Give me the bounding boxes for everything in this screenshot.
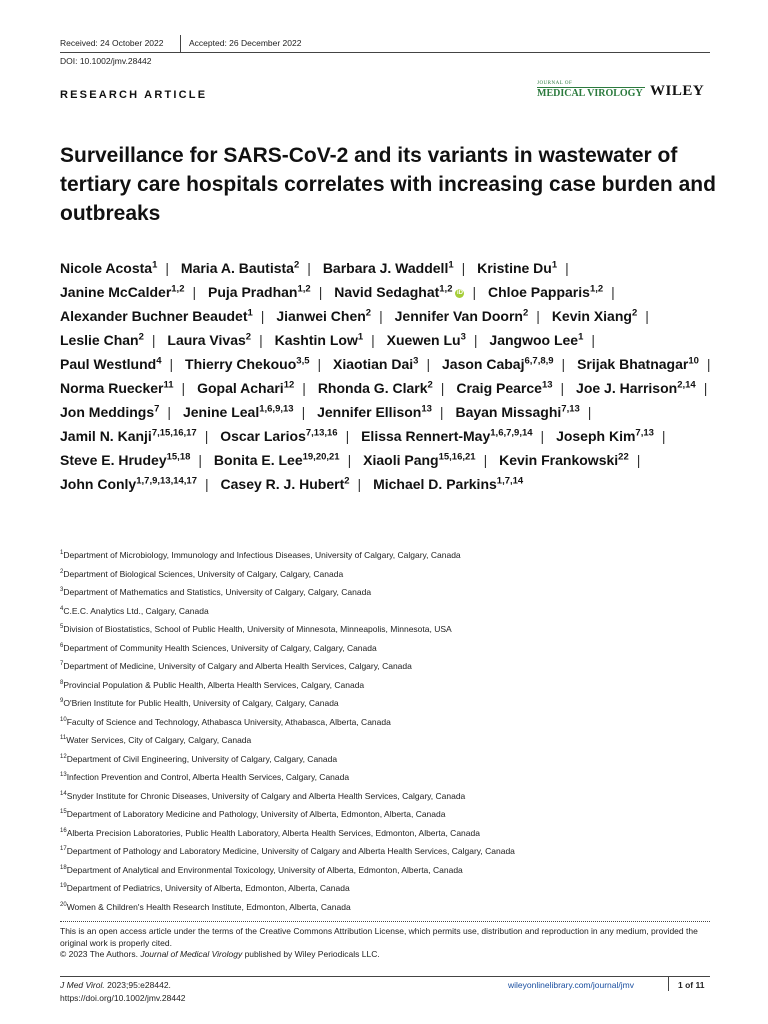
author-separator: | — [661, 428, 666, 444]
affiliation-item — [60, 805, 515, 824]
author-affiliation-sup: 10 — [688, 355, 699, 367]
author-separator: | — [357, 476, 362, 492]
affiliation-text: Department of Analytical and Environmental Toxicology, University of Alberta, Edmonton, Alberta, Canada — [66, 864, 463, 875]
author-affiliation-sup: 15,18 — [166, 451, 191, 463]
author-name[interactable] — [60, 260, 177, 276]
author-affiliation-sup: 1,6,9,13 — [259, 403, 294, 415]
author-affiliation-sup: 2,14 — [677, 379, 696, 391]
author-name-text: Barbara J. Waddell — [322, 260, 449, 276]
affiliation-item — [60, 731, 515, 750]
author-separator: | — [560, 380, 565, 396]
affiliation-text: Snyder Institute for Chronic Diseases, University of Calgary and Alberta Health Services, Calgary, Canada — [66, 790, 466, 801]
affiliation-item — [60, 565, 515, 584]
author-name[interactable] — [197, 380, 314, 396]
author-separator: | — [345, 428, 350, 444]
author-name-text: Maria A. Bautista — [180, 260, 294, 276]
affiliation-text: Women & Children's Health Research Institute, Edmonton, Alberta, Canada — [66, 901, 351, 912]
author-separator: | — [318, 284, 323, 300]
affiliation-text: Water Services, City of Calgary, Calgary, Canada — [66, 735, 252, 745]
author-name[interactable] — [60, 452, 210, 468]
affiliation-number: 7 — [60, 661, 64, 668]
journal-logo[interactable] — [537, 81, 645, 101]
affiliation-item — [60, 602, 515, 621]
author-name[interactable] — [577, 356, 718, 372]
author-affiliation-sup: 19,20,21 — [302, 451, 340, 463]
affiliation-number: 10 — [60, 716, 67, 723]
affiliation-item — [60, 657, 515, 676]
affiliation-number: 13 — [60, 772, 67, 779]
author-separator: | — [540, 428, 545, 444]
author-name-text: Kristine Du — [477, 260, 552, 276]
author-name[interactable] — [334, 284, 484, 300]
copyright-suffix: published by Wiley Periodicals LLC. — [242, 949, 380, 959]
publisher-logo[interactable]: WILEY — [650, 83, 705, 99]
copyright-prefix: © 2023 The Authors. — [60, 949, 141, 959]
author-name[interactable] — [363, 452, 495, 468]
affiliation-number: 5 — [60, 624, 64, 631]
author-separator: | — [169, 356, 174, 372]
author-name-text: Gopal Achari — [197, 380, 284, 396]
author-affiliation-sup: 2 — [365, 307, 372, 319]
author-affiliation-sup: 3,5 — [296, 355, 310, 367]
author-separator: | — [165, 260, 170, 276]
author-separator: | — [151, 332, 156, 348]
author-name-text: Elissa Rennert-May — [361, 428, 491, 444]
affiliation-number: 20 — [60, 901, 67, 908]
received-date: Received: 24 October 2022 — [60, 38, 164, 48]
affiliation-number: 1 — [60, 550, 64, 557]
author-affiliation-sup: 2 — [293, 259, 300, 271]
doi-header[interactable]: DOI: 10.1002/jmv.28442 — [60, 56, 152, 66]
author-name-text: Norma Ruecker — [60, 380, 164, 396]
author-affiliation-sup: 7,13 — [561, 403, 580, 415]
author-name[interactable] — [60, 284, 204, 300]
author-separator: | — [536, 308, 540, 324]
affiliation-number: 18 — [60, 864, 67, 871]
citation-details: 2023;95:e28442. — [104, 980, 171, 990]
author-name[interactable] — [60, 476, 217, 492]
affiliation-text: Faculty of Science and Technology, Athabasca University, Athabasca, Alberta, Canada — [66, 716, 391, 727]
author-separator: | — [307, 260, 311, 276]
author-affiliation-sup: 1,2 — [171, 283, 185, 295]
author-separator: | — [347, 452, 352, 468]
author-name-text: Kevin Xiang — [551, 308, 632, 324]
affiliation-text: Provincial Population & Public Health, Alberta Health Services, Calgary, Canada — [63, 679, 365, 690]
affiliation-text: Department of Community Health Sciences, University of Calgary, Calgary, Canada — [63, 642, 377, 653]
affiliation-number: 2 — [60, 568, 64, 575]
affiliation-number: 3 — [60, 587, 64, 594]
affiliation-item — [60, 694, 515, 713]
author-separator: | — [440, 380, 445, 396]
author-name-text: Jianwei Chen — [276, 308, 366, 324]
author-affiliation-sup: 7,15,16,17 — [151, 427, 197, 439]
author-name-text: Nicole Acosta — [60, 260, 153, 276]
affiliation-number: 8 — [60, 679, 64, 686]
author-affiliation-sup: 13 — [541, 379, 553, 391]
author-name[interactable] — [333, 356, 438, 372]
affiliation-text: Department of Medicine, University of Calgary and Alberta Health Services, Calgary, Canada — [63, 661, 412, 671]
author-name-text: Steve E. Hrudey — [60, 452, 167, 468]
author-name-text: Jenine Leal — [182, 404, 260, 420]
affiliation-number: 11 — [60, 735, 67, 742]
author-affiliation-sup: 15,16,21 — [438, 451, 476, 463]
author-name[interactable] — [214, 452, 359, 468]
license-block — [60, 926, 710, 961]
author-name-text: Alexander Buchner Beaudet — [60, 308, 248, 324]
affiliation-item — [60, 620, 515, 639]
affiliation-item — [60, 676, 515, 695]
author-name-text: Joe J. Harrison — [576, 380, 678, 396]
author-affiliation-sup: 1 — [551, 259, 558, 271]
citation — [60, 980, 171, 990]
author-name[interactable] — [275, 332, 383, 348]
journal-logo-main: MEDICAL VIROLOGY — [537, 87, 645, 99]
affiliation-text: Department of Laboratory Medicine and Pathology, University of Alberta, Edmonton, Alberta, Canada — [66, 809, 446, 819]
author-affiliation-sup: 2 — [138, 331, 144, 343]
affiliation-number: 17 — [60, 846, 67, 853]
author-affiliation-sup: 12 — [283, 379, 295, 391]
author-affiliation-sup: 13 — [421, 403, 432, 415]
citation-journal: J Med Virol. — [60, 980, 105, 990]
footer-separator — [668, 977, 669, 991]
affiliation-item — [60, 861, 515, 880]
author-name[interactable] — [185, 356, 329, 372]
affiliation-number: 9 — [60, 698, 64, 705]
author-name[interactable] — [183, 404, 313, 420]
author-name-text: Jon Meddings — [60, 404, 155, 420]
affiliation-text: Department of Mathematics and Statistics, University of Calgary, Calgary, Canada — [63, 587, 372, 597]
affiliation-number: 6 — [60, 642, 64, 649]
affiliation-text: Department of Civil Engineering, University of Calgary, Calgary, Canada — [66, 753, 338, 764]
author-name[interactable] — [60, 380, 193, 396]
author-separator: | — [461, 260, 466, 276]
affiliation-text: Alberta Precision Laboratories, Public Health Laboratory, Alberta Health Services, Edmonton, Alberta, Canada — [66, 827, 480, 838]
author-separator: | — [591, 332, 596, 348]
author-separator: | — [483, 452, 488, 468]
author-affiliation-sup: 3 — [413, 355, 419, 367]
affiliation-text: Department of Biological Sciences, University of Calgary, Calgary, Canada — [63, 568, 344, 579]
affiliation-item — [60, 713, 515, 732]
copyright-journal: Journal of Medical Virology — [140, 949, 243, 959]
author-name[interactable] — [488, 284, 623, 300]
affiliation-number: 15 — [60, 809, 67, 816]
author-name[interactable] — [60, 356, 181, 372]
author-name-text: Michael D. Parkins — [373, 476, 497, 492]
affiliation-item — [60, 768, 515, 787]
article-title: Surveillance for SARS-CoV-2 and its variants in wastewater of tertiary care hospitals correlates with increasing case burden and outbreaks — [60, 144, 716, 225]
author-name-text: Xiaoli Pang — [363, 452, 439, 468]
author-name-text: Joseph Kim — [556, 428, 636, 444]
affiliation-number: 19 — [60, 883, 67, 890]
author-name-text: Paul Westlund — [60, 356, 157, 372]
author-name[interactable] — [456, 380, 572, 396]
author-name-text: Bayan Missaghi — [455, 404, 562, 420]
author-name[interactable] — [60, 428, 216, 444]
author-name-text: Xuewen Lu — [386, 332, 461, 348]
author-name-text: Janine McCalder — [60, 284, 172, 300]
affiliation-item — [60, 546, 515, 565]
author-name-text: Chloe Papparis — [488, 284, 590, 300]
author-affiliation-sup: 6,7,8,9 — [524, 355, 554, 367]
author-name[interactable] — [181, 260, 319, 276]
section-label: RESEARCH ARTICLE — [60, 89, 208, 101]
author-name-text: John Conly — [60, 476, 137, 492]
author-affiliation-sup: 7,13 — [635, 427, 654, 439]
author-name-text: Kashtin Low — [274, 332, 358, 348]
affiliation-list — [60, 546, 515, 916]
license-text: This is an open access article under the terms of the Creative Commons Attribution License, which permits use, distribution and reproduction in any medium, provided the original work is properly cited. — [60, 926, 698, 948]
license-divider — [60, 921, 710, 922]
author-affiliation-sup: 2 — [427, 379, 433, 391]
author-separator: | — [167, 404, 172, 420]
author-separator: | — [181, 380, 186, 396]
affiliation-item — [60, 898, 515, 917]
author-name[interactable] — [455, 404, 599, 420]
author-name-text: Jamil N. Kanji — [60, 428, 152, 444]
journal-logo-top: JOURNAL OF — [537, 81, 573, 86]
author-affiliation-sup: 2 — [344, 475, 350, 487]
author-name[interactable] — [323, 260, 473, 276]
footer-rule — [60, 976, 710, 977]
affiliation-item — [60, 583, 515, 602]
affiliation-text: Department of Pediatrics, University of Alberta, Edmonton, Alberta, Canada — [66, 883, 350, 893]
author-affiliation-sup: 2 — [522, 307, 529, 319]
author-name-text: Rhonda G. Clark — [317, 380, 428, 396]
author-affiliation-sup: 1,2 — [297, 283, 311, 295]
author-name-text: Srijak Bhatnagar — [577, 356, 689, 372]
author-name-text: Craig Pearce — [456, 380, 542, 396]
author-name[interactable] — [499, 452, 648, 468]
affiliation-number: 4 — [60, 605, 64, 612]
author-name[interactable] — [276, 308, 390, 324]
author-name[interactable] — [221, 476, 370, 492]
affiliation-item — [60, 879, 515, 898]
author-list — [60, 256, 720, 496]
author-affiliation-sup: 1 — [357, 331, 364, 343]
author-affiliation-sup: 11 — [163, 379, 174, 391]
author-name[interactable] — [208, 284, 330, 300]
affiliation-number: 16 — [60, 827, 67, 834]
author-name-text: Jangwoo Lee — [489, 332, 579, 348]
author-affiliation-sup: 1,2 — [439, 283, 453, 295]
author-affiliation-sup: 7,13,16 — [305, 427, 338, 439]
author-separator: | — [204, 476, 209, 492]
author-name[interactable] — [395, 308, 548, 324]
affiliation-text: C.E.C. Analytics Ltd., Calgary, Canada — [63, 605, 209, 616]
author-name[interactable] — [576, 380, 715, 396]
author-separator: | — [565, 260, 569, 276]
author-name[interactable] — [442, 356, 573, 372]
author-name-text: Bonita E. Lee — [213, 452, 303, 468]
author-affiliation-sup: 1,2 — [589, 283, 604, 295]
author-name[interactable] — [373, 476, 523, 492]
author-separator: | — [317, 356, 322, 372]
author-separator: | — [587, 404, 592, 420]
author-name[interactable] — [477, 260, 577, 276]
author-name[interactable] — [489, 332, 603, 348]
author-separator: | — [192, 284, 197, 300]
author-separator: | — [703, 380, 708, 396]
author-separator: | — [204, 428, 209, 444]
author-affiliation-sup: 1,6,7,9,14 — [490, 427, 533, 439]
author-name[interactable] — [552, 308, 657, 324]
author-separator: | — [706, 356, 711, 372]
author-affiliation-sup: 1,7,14 — [496, 475, 524, 487]
author-separator: | — [636, 452, 641, 468]
author-name[interactable] — [387, 332, 486, 348]
journal-site-link[interactable]: wileyonlinelibrary.com/journal/jmv — [508, 980, 634, 990]
author-name[interactable] — [167, 332, 270, 348]
author-name-text: Thierry Chekouo — [185, 356, 297, 372]
author-separator: | — [302, 380, 306, 396]
affiliation-item — [60, 787, 515, 806]
affiliation-text: Department of Pathology and Laboratory Medicine, University of Calgary and Alberta Health Services, Calgary, Canada — [66, 846, 515, 856]
copyright-line — [60, 949, 710, 961]
affiliation-item — [60, 842, 515, 861]
page-number: 1 of 11 — [678, 980, 705, 990]
author-separator: | — [472, 284, 477, 300]
author-affiliation-sup: 1 — [247, 307, 253, 319]
author-name-text: Laura Vivas — [167, 332, 246, 348]
author-name[interactable] — [60, 308, 272, 324]
author-affiliation-sup: 1 — [448, 259, 454, 271]
author-affiliation-sup: 1,7,9,13,14,17 — [136, 475, 197, 487]
author-separator: | — [259, 332, 263, 348]
author-name-text: Navid Sedaghat — [334, 284, 440, 300]
author-name[interactable] — [318, 380, 453, 396]
author-separator: | — [439, 404, 444, 420]
header-rule — [60, 52, 710, 53]
affiliation-text: Division of Biostatistics, School of Public Health, University of Minnesota, Minneapolis, Minnesota, USA — [63, 624, 452, 634]
author-name[interactable] — [361, 428, 552, 444]
author-name-text: Jennifer Ellison — [317, 404, 422, 420]
author-name-text: Leslie Chan — [60, 332, 139, 348]
author-affiliation-sup: 2 — [245, 331, 252, 343]
author-name-text: Puja Pradhan — [208, 284, 298, 300]
author-separator: | — [371, 332, 375, 348]
author-name-text: Jennifer Van Doorn — [394, 308, 523, 324]
author-separator: | — [561, 356, 566, 372]
author-name[interactable] — [60, 404, 179, 420]
affiliation-number: 12 — [60, 753, 67, 760]
affiliation-number: 14 — [60, 790, 67, 797]
author-affiliation-sup: 22 — [618, 451, 629, 463]
author-separator: | — [645, 308, 649, 324]
author-affiliation-sup: 1 — [152, 259, 158, 271]
author-separator: | — [260, 308, 265, 324]
author-affiliation-sup: 1 — [578, 331, 584, 343]
author-name-text: Xiaotian Dai — [333, 356, 414, 372]
author-affiliation-sup: 2 — [631, 307, 638, 319]
author-name-text: Kevin Frankowski — [499, 452, 619, 468]
author-affiliation-sup: 4 — [156, 355, 162, 367]
affiliation-item — [60, 824, 515, 843]
header-separator — [180, 35, 181, 52]
author-name[interactable] — [556, 428, 674, 444]
author-separator: | — [301, 404, 306, 420]
affiliation-item — [60, 750, 515, 769]
author-name[interactable] — [317, 404, 451, 420]
author-name[interactable] — [60, 332, 164, 348]
author-name-text: Casey R. J. Hubert — [220, 476, 345, 492]
affiliation-text: Infection Prevention and Control, Alberta Health Services, Calgary, Canada — [66, 772, 350, 782]
affiliation-text: O'Brien Institute for Public Health, University of Calgary, Calgary, Canada — [63, 698, 339, 708]
author-separator: | — [611, 284, 615, 300]
author-separator: | — [198, 452, 203, 468]
accepted-date: Accepted: 26 December 2022 — [189, 38, 302, 48]
affiliation-item — [60, 639, 515, 658]
author-affiliation-sup: 7 — [154, 403, 160, 415]
author-name-text: Oscar Larios — [220, 428, 306, 444]
doi-footer-link[interactable]: https://doi.org/10.1002/jmv.28442 — [60, 993, 186, 1003]
author-name[interactable] — [220, 428, 357, 444]
author-name-text: Jason Cabaj — [442, 356, 525, 372]
affiliation-text: Department of Microbiology, Immunology and Infectious Diseases, University of Calgary, Calgary, Canada — [63, 550, 461, 560]
author-affiliation-sup: 3 — [460, 331, 466, 343]
author-separator: | — [473, 332, 478, 348]
author-separator: | — [426, 356, 431, 372]
orcid-icon[interactable]: iD — [456, 289, 463, 296]
author-separator: | — [379, 308, 383, 324]
